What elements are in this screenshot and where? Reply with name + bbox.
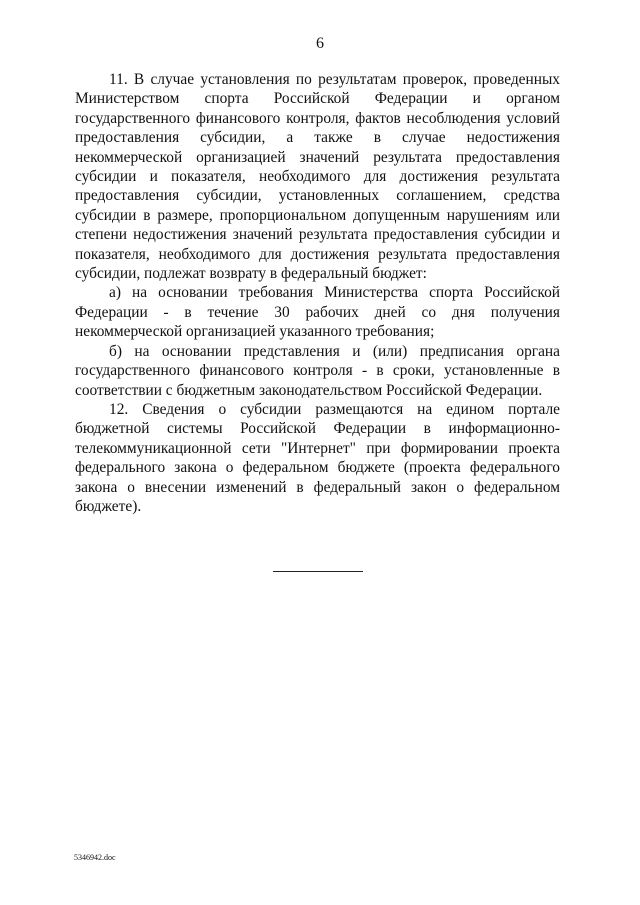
- footer-file-name: 5346942.doc: [74, 853, 116, 862]
- paragraph-11: 11. В случае установления по результатам проверок, проведенных Министерством спорта Российской Федерации и органом государственного финансового контроля, фактов несоблюдения условий предоставления субсидии, а также в случае недостижения некоммерческой организацией значений результата предоставления субсидии и показателя, необходимого для достижения результата предоставления субсидии, установленных соглашением, средства субсидии в размере, пропорциональном допущенным нарушениям или степени недостижения значений результата предоставления субсидии и показателя, необходимого для достижения результата предоставления субсидии, подлежат возврату в федеральный бюджет:: [75, 71, 560, 283]
- paragraph-11-a: а) на основании требования Министерства спорта Российской Федерации - в течение 30 рабочих дней со дня получения некоммерческой организацией указанного требования;: [75, 284, 560, 341]
- document-body: [75, 70, 560, 516]
- paragraph-12: 12. Сведения о субсидии размещаются на едином портале бюджетной системы Российской Федерации в информационно-телекоммуникационной сети "Интернет" при формировании проекта федерального закона о федеральном бюджете (проекта федерального закона о внесении изменений в федеральный закон о федеральном бюджете).: [75, 400, 560, 515]
- separator-line: [273, 571, 363, 572]
- paragraph-11-b: б) на основании представления и (или) предписания органа государственного финансового контроля - в сроки, установленные в соответствии с бюджетным законодательством Российской Федерации.: [75, 342, 560, 399]
- page-number: 6: [316, 35, 324, 52]
